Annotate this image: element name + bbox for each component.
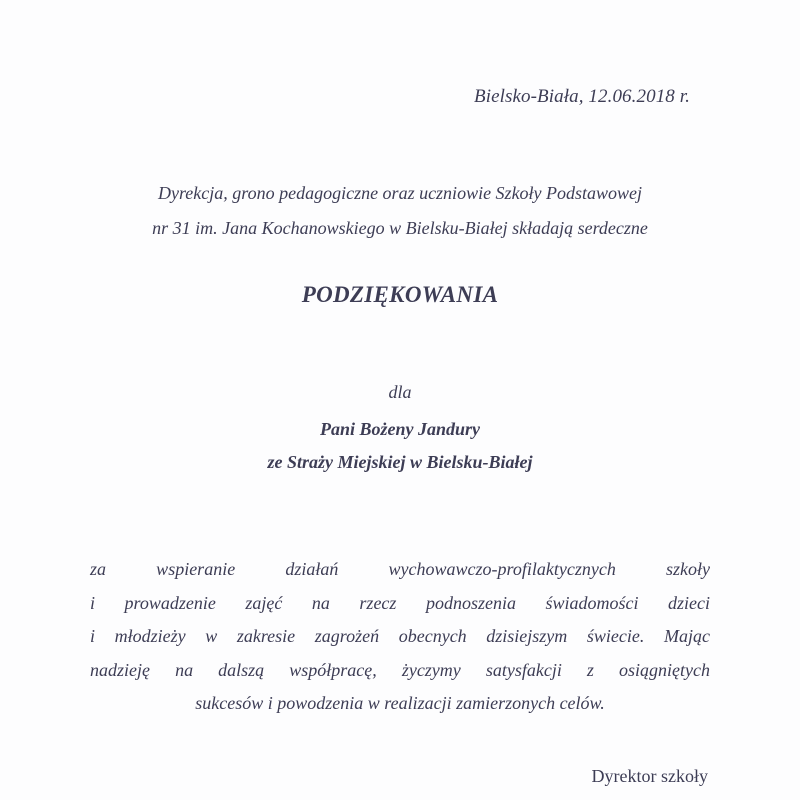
intro-paragraph [0, 176, 800, 246]
document-heading: PODZIĘKOWANIA [301, 282, 499, 307]
body-line: za wspieranie działań wychowawczo-profilaktycznych szkoły [90, 559, 710, 579]
body-paragraph [90, 553, 710, 721]
dla-label: dla [388, 382, 412, 402]
recipient-organization: ze Straży Miejskiej w Bielsku-Białej [267, 452, 533, 472]
body-line: i prowadzenie zajęć na rzecz podnoszenia świadomości dzieci [90, 592, 710, 613]
signature-title: Dyrektor szkoły [591, 766, 708, 786]
intro-line: nr 31 im. Jana Kochanowskiego w Bielsku-Białej składają serdeczne [152, 218, 648, 238]
place-and-date: Bielsko-Biała, 12.06.2018 r. [473, 86, 690, 107]
recipient-name: Pani Bożeny Jandury [319, 419, 481, 439]
body-line: i młodzieży w zakresie zagrożeń obecnych dzisiejszym świecie. Mając [90, 626, 710, 646]
intro-line: Dyrekcja, grono pedagogiczne oraz uczniowie Szkoły Podstawowej [157, 183, 643, 203]
recipient-block [0, 413, 800, 479]
body-line: nadzieję na dalszą współpracę, życzymy satysfakcji z osiągniętych [90, 659, 710, 680]
body-line: sukcesów i powodzenia w realizacji zamierzonych celów. [195, 693, 605, 713]
